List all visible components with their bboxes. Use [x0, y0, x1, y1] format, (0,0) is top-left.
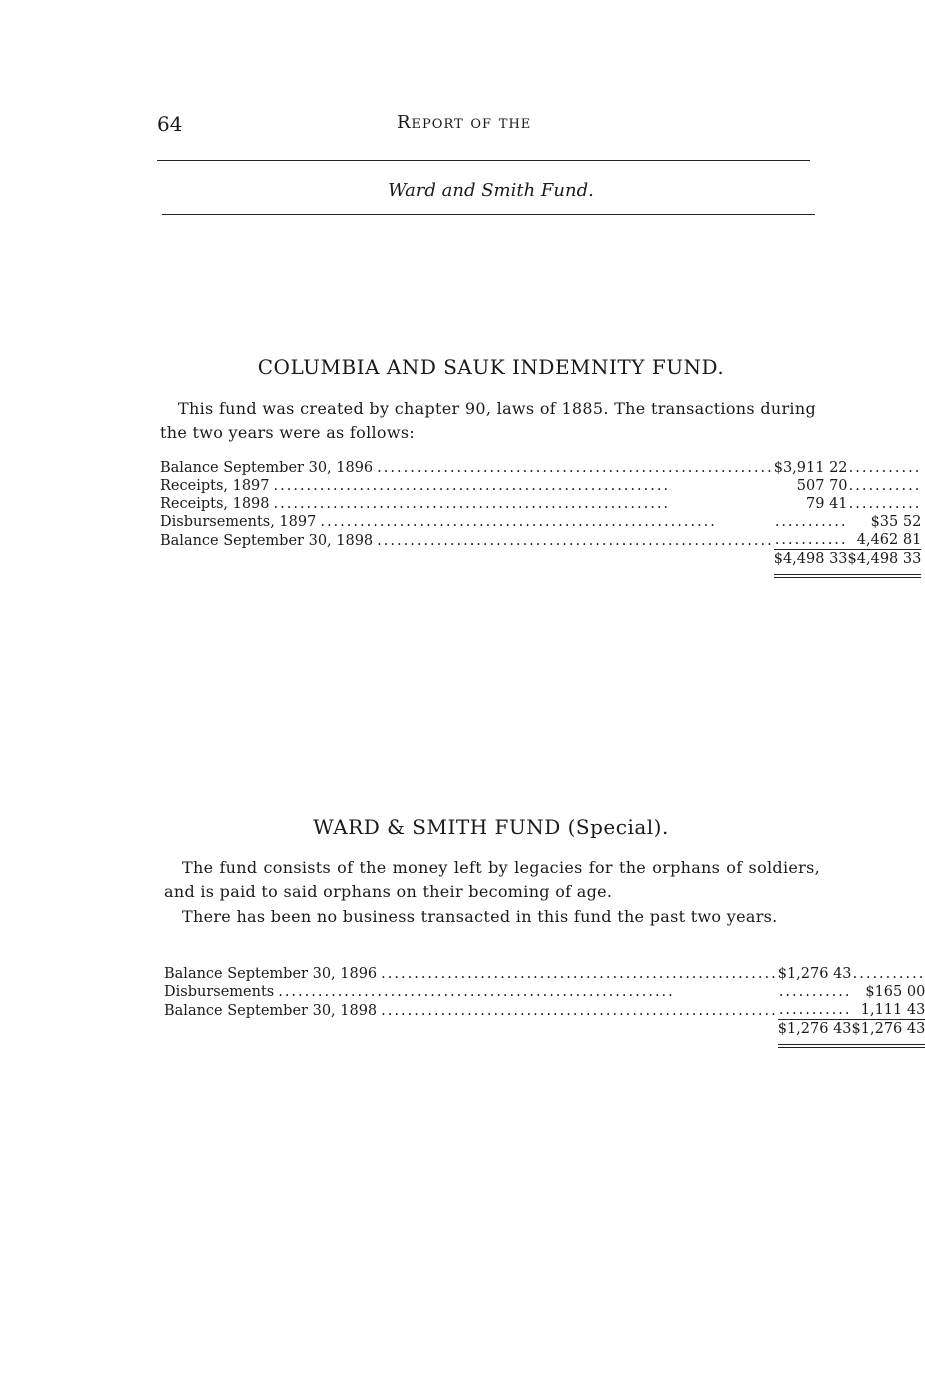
ledger-debit	[774, 531, 848, 550]
section1-ledger	[160, 459, 922, 578]
section-subhead: Ward and Smith Fund.	[388, 180, 594, 201]
ledger-total-debit: $1,276 43	[778, 1020, 852, 1047]
ledger-credit	[848, 477, 922, 495]
ledger-total-credit: $4,498 33	[848, 550, 922, 577]
leader-dots: ...........	[848, 460, 922, 476]
leader-dots: ............................................................	[381, 966, 778, 982]
section2-paragraph-2-text: There has been no business transacted in this fund the past two years.	[182, 907, 778, 926]
ledger-credit: 4,462 81	[856, 532, 922, 548]
ledger-total-row	[160, 550, 921, 577]
ledger-debit: $1,276 43	[777, 966, 852, 982]
section2-ledger	[164, 965, 925, 1048]
ledger-credit	[848, 459, 922, 477]
ledger-label-cell	[160, 495, 774, 513]
ledger-row	[160, 531, 921, 550]
section1-paragraph-text: This fund was created by chapter 90, laws of 1885. The transactions during the two years were as follows:	[160, 399, 816, 442]
ledger-row	[160, 513, 921, 531]
ledger-label-cell	[164, 983, 778, 1001]
section1-title: COLUMBIA AND SAUK INDEMNITY FUND.	[257, 355, 725, 379]
leader-dots: ............................................................	[273, 496, 671, 512]
ledger-row	[164, 983, 925, 1001]
section1-paragraph	[160, 397, 816, 445]
ledger-credit	[848, 495, 922, 513]
ledger-label: Disbursements	[164, 984, 278, 1000]
ledger-debit	[778, 1001, 852, 1020]
ledger-table	[160, 459, 921, 578]
ledger-row	[160, 477, 921, 495]
leader-dots: ...........	[848, 496, 922, 512]
ledger-total-row	[164, 1020, 925, 1047]
ledger-label-cell	[160, 477, 774, 495]
header-rule-bottom	[162, 214, 815, 215]
header-rule-top	[157, 160, 810, 161]
ledger-label: Receipts, 1897	[160, 478, 274, 494]
ledger-label: Balance September 30, 1898	[164, 1003, 381, 1019]
ledger-label-cell	[160, 531, 774, 550]
leader-dots: ...........	[852, 966, 925, 982]
section2-paragraph-1	[164, 856, 820, 904]
ledger-label: Disbursements, 1897	[160, 514, 320, 530]
ledger-total-debit: $4,498 33	[774, 550, 848, 577]
section2-paragraph-1-text: The fund consists of the money left by legacies for the orphans of soldiers, and is paid to said orphans on their becoming of age.	[164, 858, 820, 901]
ledger-debit	[774, 513, 848, 531]
leader-dots: ...........	[774, 532, 848, 548]
ledger-label-cell	[160, 459, 774, 477]
ledger-table	[164, 965, 925, 1048]
ledger-credit: $35 52	[870, 514, 922, 530]
leader-dots: ............................................................	[377, 532, 774, 549]
ledger-debit	[778, 983, 852, 1001]
ledger-row	[164, 965, 925, 983]
section2-title: WARD & SMITH FUND (Special).	[313, 815, 669, 839]
ledger-row	[164, 1001, 925, 1020]
page-number: 64	[157, 112, 183, 136]
ledger-label-cell	[164, 1001, 778, 1020]
leader-dots: ............................................................	[278, 984, 675, 1000]
ledger-debit: 79 41	[806, 496, 848, 512]
ledger-row	[160, 459, 921, 477]
leader-dots: ...........	[848, 478, 922, 494]
leader-dots: ...........	[778, 1002, 852, 1018]
leader-dots: ............................................................	[381, 1002, 778, 1019]
ledger-label: Balance September 30, 1896	[164, 966, 381, 982]
ledger-label-cell	[160, 513, 774, 531]
section2-paragraph-2	[164, 905, 820, 929]
ledger-label-cell	[164, 965, 778, 983]
ledger-total-credit: $1,276 43	[852, 1020, 925, 1047]
ledger-debit: $3,911 22	[773, 460, 848, 476]
ledger-credit: $165 00	[865, 984, 925, 1000]
ledger-total-label	[164, 1020, 778, 1047]
ledger-credit	[852, 965, 925, 983]
ledger-row	[160, 495, 921, 513]
ledger-credit: 1,111 43	[860, 1002, 925, 1018]
leader-dots: ............................................................	[320, 514, 717, 530]
ledger-debit: 507 70	[796, 478, 848, 494]
ledger-total-label	[160, 550, 774, 577]
leader-dots: ...........	[774, 514, 848, 530]
ledger-label: Balance September 30, 1896	[160, 460, 377, 476]
leader-dots: ...........	[778, 984, 852, 1000]
leader-dots: ............................................................	[273, 478, 671, 494]
ledger-label: Balance September 30, 1898	[160, 533, 377, 549]
ledger-label: Receipts, 1898	[160, 496, 274, 512]
leader-dots: ............................................................	[377, 460, 774, 476]
running-head: Report of the	[397, 112, 532, 133]
